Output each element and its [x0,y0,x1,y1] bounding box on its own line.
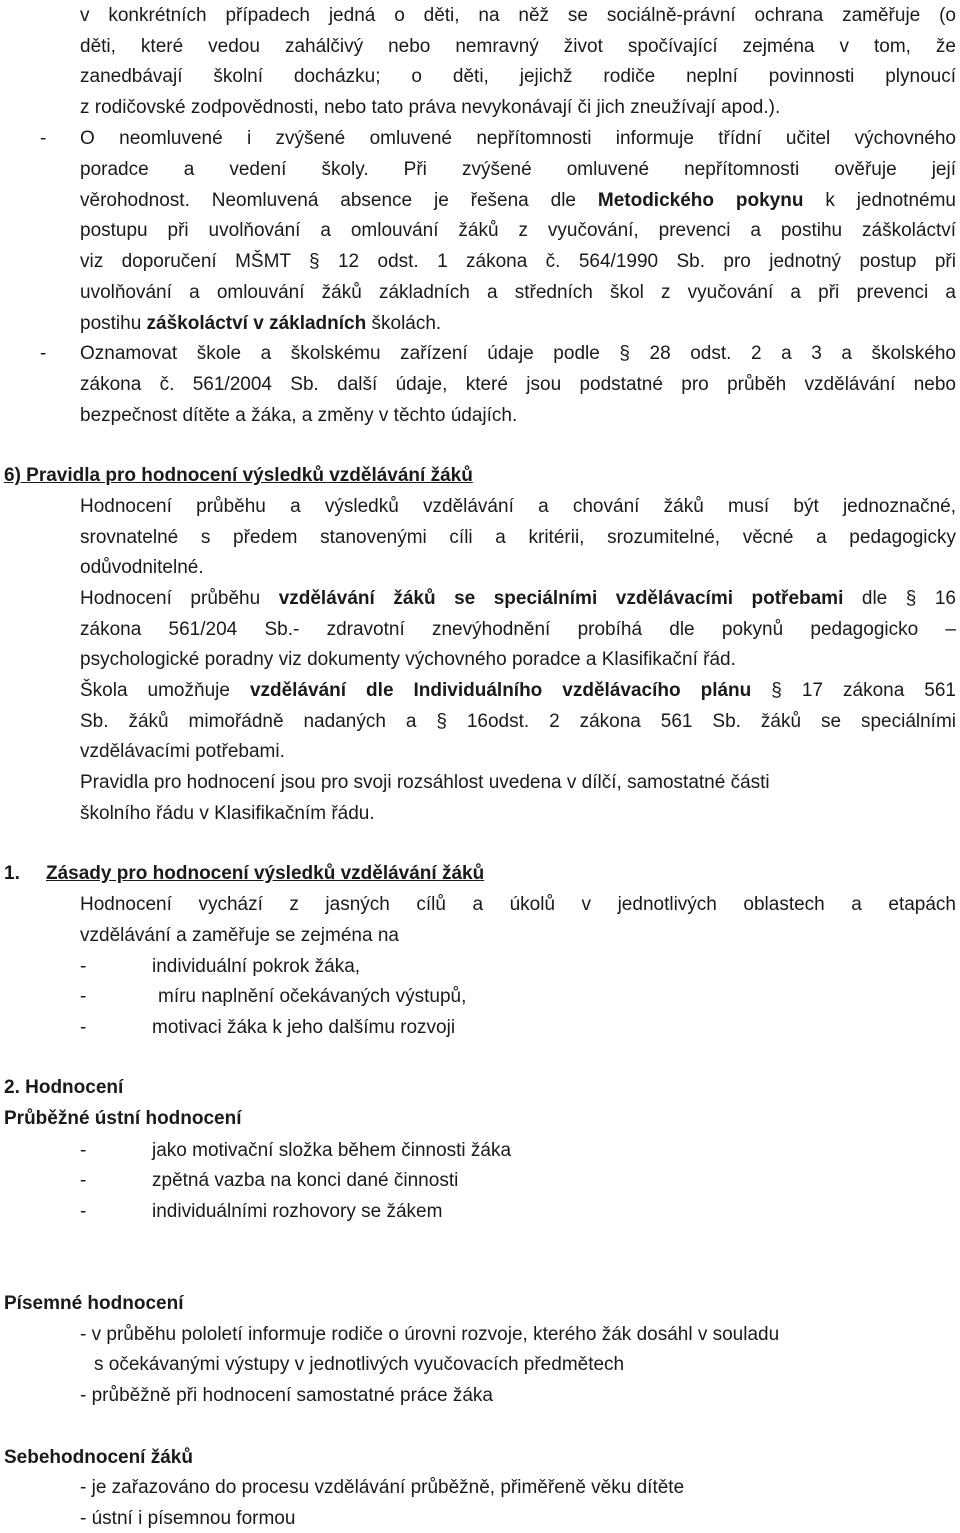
subsection-heading: Písemné hodnocení [4,1293,184,1314]
section-heading: Zásady pro hodnocení výsledků vzdělávání žáků [46,863,485,884]
text-line: - v průběhu pololetí informuje rodiče o úrovni rozvoje, kterého žák dosáhl v souladu [80,1324,780,1345]
list-dash: - [80,1201,87,1222]
text-line: psychologické poradny viz dokumenty výchovného poradce a Klasifikační řád. [80,649,736,670]
bold-span: vzdělávání žáků se speciálními vzdělávacími potřebami [278,588,844,609]
list-dash: - [80,1140,87,1161]
text-line: děti, které vedou zahálčivý nebo nemravný život spočívající zejména v tom, že [80,36,956,57]
text-line: Oznamovat škole a školskému zařízení údaje podle § 28 odst. 2 a 3 a školského [80,343,956,364]
text-line: z rodičovské zodpovědnosti, nebo tato práva nevykonávají či jich zneužívají apod.). [80,97,781,118]
subsection-heading: Průběžné ústní hodnocení [4,1108,242,1129]
text-line: uvolňování a omlouvání žáků základních a středních škol z vyučování a při prevenci a [80,282,956,303]
bold-span: záškoláctví v základních [146,313,367,334]
text-span: školách. [366,313,442,334]
list-item: míru naplnění očekávaných výstupů, [158,986,467,1007]
section-heading: 2. Hodnocení [4,1077,124,1098]
text-line: školního řádu v Klasifikačním řádu. [80,803,375,824]
list-item: motivaci žáka k jeho dalšímu rozvoji [152,1017,456,1038]
text-line: Hodnocení vychází z jasných cílů a úkolů v jednotlivých oblastech a etapách [80,894,956,915]
text-span: § 17 zákona 561 [751,680,956,701]
subsection-heading: Sebehodnocení žáků [4,1447,193,1468]
text-line: Hodnocení průběhu a výsledků vzdělávání a chování žáků musí být jednoznačné, [80,496,956,517]
text-line: - ústní i písemnou formou [80,1508,296,1529]
text-line [80,312,441,336]
list-item: jako motivační složka během činnosti žáka [152,1140,512,1161]
text-span: Škola umožňuje [80,680,250,701]
text-line: postupu při uvolňování a omlouvání žáků z vyučování, prevenci a postihu záškoláctví [80,220,956,241]
text-line: v konkrétních případech jedná o děti, na něž se sociálně-právní ochrana zaměřuje (o [80,5,956,26]
text-line: - je zařazováno do procesu vzdělávání průběžně, přiměřeně věku dítěte [80,1477,685,1498]
text-line: s očekávanými výstupy v jednotlivých vyučovacích předmětech [94,1354,625,1375]
text-span: věrohodnost. Neomluvená absence je řešena dle [80,190,598,211]
list-item: zpětná vazba na konci dané činnosti [152,1170,459,1191]
bold-span: vzdělávání dle Individuálního vzdělávacího plánu [249,680,752,701]
text-span: dle § 16 [843,588,956,609]
text-line: viz doporučení MŠMT § 12 odst. 1 zákona č. 564/1990 Sb. pro jednotný postup při [80,251,956,272]
list-dash: - [80,1017,87,1038]
text-line: zanedbávají školní docházku; o děti, jejichž rodiče neplní povinnosti plynoucí [80,66,956,87]
text-line: zákona 561/204 Sb.- zdravotní znevýhodnění probíhá dle pokynů pedagogicko – [80,619,956,640]
text-line [80,587,956,611]
text-line [80,679,956,703]
text-line: O neomluvené i zvýšené omluvené nepřítomnosti informuje třídní učitel výchovného [80,128,956,149]
text-line: odůvodnitelné. [80,557,204,578]
text-span: Hodnocení průběhu [80,588,279,609]
text-line: Pravidla pro hodnocení jsou pro svoji rozsáhlost uvedena v dílčí, samostatné části [80,772,770,793]
text-line: Sb. žáků mimořádně nadaných a § 16odst. 2 zákona 561 Sb. žáků se speciálními [80,711,956,732]
bold-span: Metodického pokynu [597,190,804,211]
text-line [80,189,956,213]
text-line: vzdělávacími potřebami. [80,741,285,762]
text-line: bezpečnost dítěte a žáka, a změny v těchto údajích. [80,405,518,426]
text-span: postihu [80,313,147,334]
list-item: individuální pokrok žáka, [152,956,361,977]
list-dash: - [80,956,87,977]
list-dash: - [80,986,87,1007]
section-number: 1. [4,863,20,884]
bullet-dash: - [40,343,47,364]
text-line: zákona č. 561/2004 Sb. další údaje, které jsou podstatné pro průběh vzdělávání nebo [80,374,956,395]
list-dash: - [80,1170,87,1191]
text-line: srovnatelné s předem stanovenými cíli a kritérii, srozumitelné, věcné a pedagogicky [80,527,956,548]
text-span: k jednotnému [803,190,956,211]
text-line: poradce a vedení školy. Při zvýšené omluvené nepřítomnosti ověřuje její [80,159,956,180]
bullet-dash: - [40,128,47,149]
section-heading: 6) Pravidla pro hodnocení výsledků vzdělávání žáků [4,465,473,486]
list-item: individuálními rozhovory se žákem [152,1201,443,1222]
text-line: vzdělávání a zaměřuje se zejména na [80,925,399,946]
text-line: - průběžně při hodnocení samostatné práce žáka [80,1385,493,1406]
